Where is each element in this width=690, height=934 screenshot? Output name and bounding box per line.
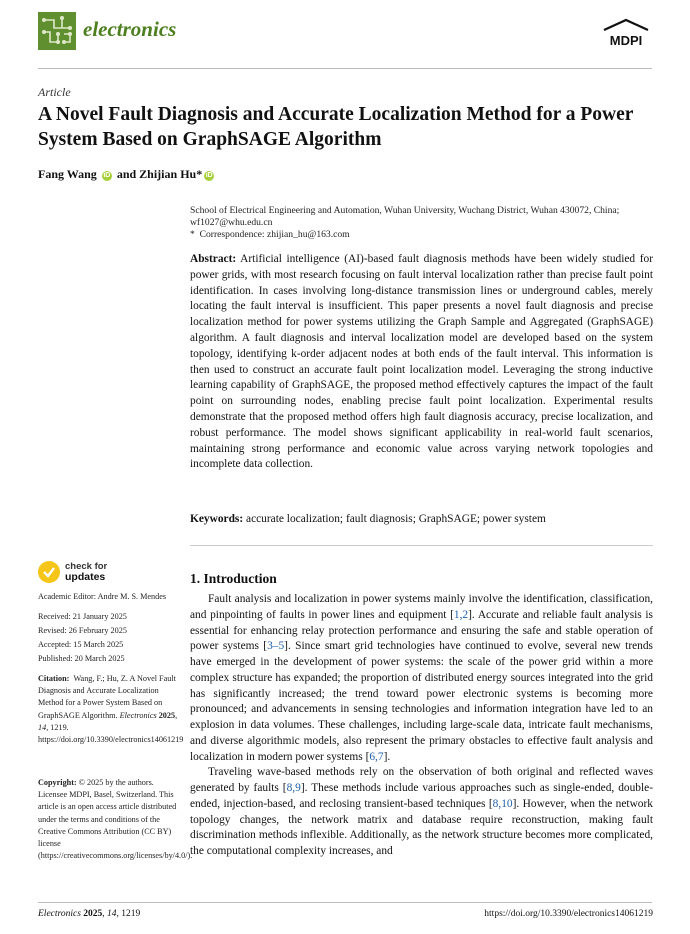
keywords-text: accurate localization; fault diagnosis; GraphSAGE; power system — [246, 513, 546, 525]
article-type: Article — [38, 85, 71, 99]
corr-mark: * — [190, 229, 195, 240]
journal-logo-icon — [38, 12, 76, 50]
citation-link[interactable]: 3–5 — [267, 640, 285, 653]
copyright — [38, 777, 193, 862]
author-name[interactable]: Zhijian Hu — [139, 167, 197, 181]
abstract-text: Artificial intelligence (AI)-based fault diagnosis methods have been widely studied for power grids, with most research focusing on fault interval localization rather than precise fault point identification. In cases involving long-distance transmission lines or underground cables, merely locating the fault interval is insufficient. This paper presents a novel fault diagnosis and precise localization method for power systems utilizing the Graph Sample and Aggregated (GraphSAGE) algorithm. A fault diagnosis and interval localization model are developed based on the system topology, identifying k-order adjacent nodes at both ends of the fault interval. This information is then used to construct an accurate fault point localization model. Leveraging the strong inductive learning capability of GraphSAGE, the proposed method effectively captures the impact of the fault point on surrounding nodes, enabling precise fault point localization. Experimental results demonstrate that the proposed method offers high fault diagnosis accuracy, precise localization, and robust performance. The model shows significant applicability in real-world fault scenarios, maintaining strong performance and economic value across varying network topologies and incomplete data collection. — [190, 253, 653, 471]
citation-link[interactable]: 8,10 — [492, 797, 513, 810]
affiliation — [190, 205, 660, 241]
svg-text:MDPI: MDPI — [609, 33, 643, 48]
page-title: A Novel Fault Diagnosis and Accurate Localization Method for a Power System Based on GraphSAGE Algorithm — [38, 104, 634, 150]
paragraph: Fault analysis and localization in power systems mainly involve the identification, classification, and pinpointing of faults in power lines and equipment [1,2]. Accurate and reliable fault analysis is essential for enhancing relay protection performance and ensuring the safe and stable operation of power systems [3–5]. Since smart grid technologies have continued to evolve, several new trends have emerged in the development of power systems: the scale of the power grid within a more complex structure has expanded; the proportion of distributed energy sources integrated into the grid has significantly increased; the trend toward power electronic systems is becoming more pronounced; and advancements in sensing technologies and information integration have led to an explosion in data volumes. These challenges, including large-scale data, intricate fault mechanisms, and diverse algorithmic models, also represent the primary obstacles to effective fault analysis and localization in modern power systems [6,7]. — [190, 593, 653, 763]
orcid-icon[interactable]: iD — [103, 172, 111, 179]
citation-label: Citation: — [38, 674, 70, 683]
abstract-divider — [190, 545, 653, 546]
check-for-updates-button[interactable] — [38, 561, 138, 585]
citation-year: 2025 — [158, 710, 176, 720]
mdpi-logo — [600, 18, 652, 48]
citation-link[interactable]: 1,2 — [453, 608, 469, 621]
citation-text: Wang, F.; Hu, Z. A Novel Fault Diagnosis and Accurate Localization Method for a Power System Based on GraphSAGE Algorithm. — [38, 674, 176, 720]
header-divider — [38, 68, 652, 69]
author-connector: and — [116, 167, 137, 181]
footer-doi-link[interactable]: https://doi.org/10.3390/electronics14061219 — [484, 909, 653, 919]
paragraph: Traveling wave-based methods rely on the observation of both original and reflected waves generated by faults [8,9]. These methods include various approaches such as single-ended, double-ended, injection-based, and reclosing transient-based techniques [8,10]. However, when the network topology changes, the network matrix and database require reconstruction, making fault discrimination methods inflexible. Additionally, as the network structure becomes more complicated, the computational complexity increases, and — [190, 766, 653, 857]
citation: Citation: Wang, F.; Hu, Z. A Novel Fault Diagnosis and Accurate Localization Method for a Power System Based on GraphSAGE Algorithm. Electronics 2025, 14, 1219. https://doi.org/10.3390/electronics14061219 — [38, 674, 184, 745]
copyright-label: Copyright: — [38, 778, 77, 787]
correspondence-email[interactable]: Correspondence: zhijian_hu@163.com — [199, 229, 350, 240]
citation-doi[interactable]: , 1219. https://doi.org/10.3390/electronics14061219 — [38, 722, 184, 745]
revised-date: Revised: 26 February 2025 — [38, 626, 127, 635]
received-date: Received: 21 January 2025 — [38, 612, 127, 621]
copyright-text: © 2025 by the authors. Licensee MDPI, Basel, Switzerland. This article is an open access article distributed under the terms and conditions of the Creative Commons Attribution (CC BY) license (https://creativecommons.org/licenses/by/4.0/). — [38, 778, 193, 861]
keywords-label: Keywords: — [190, 513, 244, 525]
published-date: Published: 20 March 2025 — [38, 654, 125, 663]
citation-journal: Electronics — [119, 710, 157, 720]
check-updates-icon — [38, 561, 60, 583]
footer-citation: Electronics 2025, 14, 1219 — [38, 909, 141, 919]
affiliation-line: School of Electrical Engineering and Automation, Wuhan University, Wuchang District, Wuhan 430072, China; — [190, 205, 620, 216]
accepted-date: Accepted: 15 March 2025 — [38, 640, 124, 649]
correspondence-line — [190, 229, 660, 241]
citation-volume: 14 — [38, 722, 47, 732]
journal-name: electronics — [83, 17, 177, 41]
section-heading: 1. Introduction — [190, 571, 277, 586]
citation-link[interactable]: 6,7 — [369, 750, 384, 763]
orcid-icon[interactable]: iD — [205, 172, 213, 179]
footer-divider — [38, 902, 652, 903]
abstract — [190, 252, 653, 473]
check-updates-line2: updates — [65, 571, 106, 583]
author-email[interactable]: wf1027@whu.edu.cn — [190, 217, 273, 228]
keywords — [190, 512, 653, 527]
citation-link[interactable]: 8,9 — [286, 782, 301, 794]
author-name[interactable]: Fang Wang — [38, 167, 97, 181]
corresponding-mark: * — [196, 167, 203, 181]
academic-editor: Academic Editor: Andre M. S. Mendes — [38, 592, 167, 601]
body-text — [190, 592, 653, 860]
abstract-label: Abstract: — [190, 253, 237, 265]
check-updates-line1: check for — [65, 561, 108, 572]
author-list — [38, 167, 216, 182]
